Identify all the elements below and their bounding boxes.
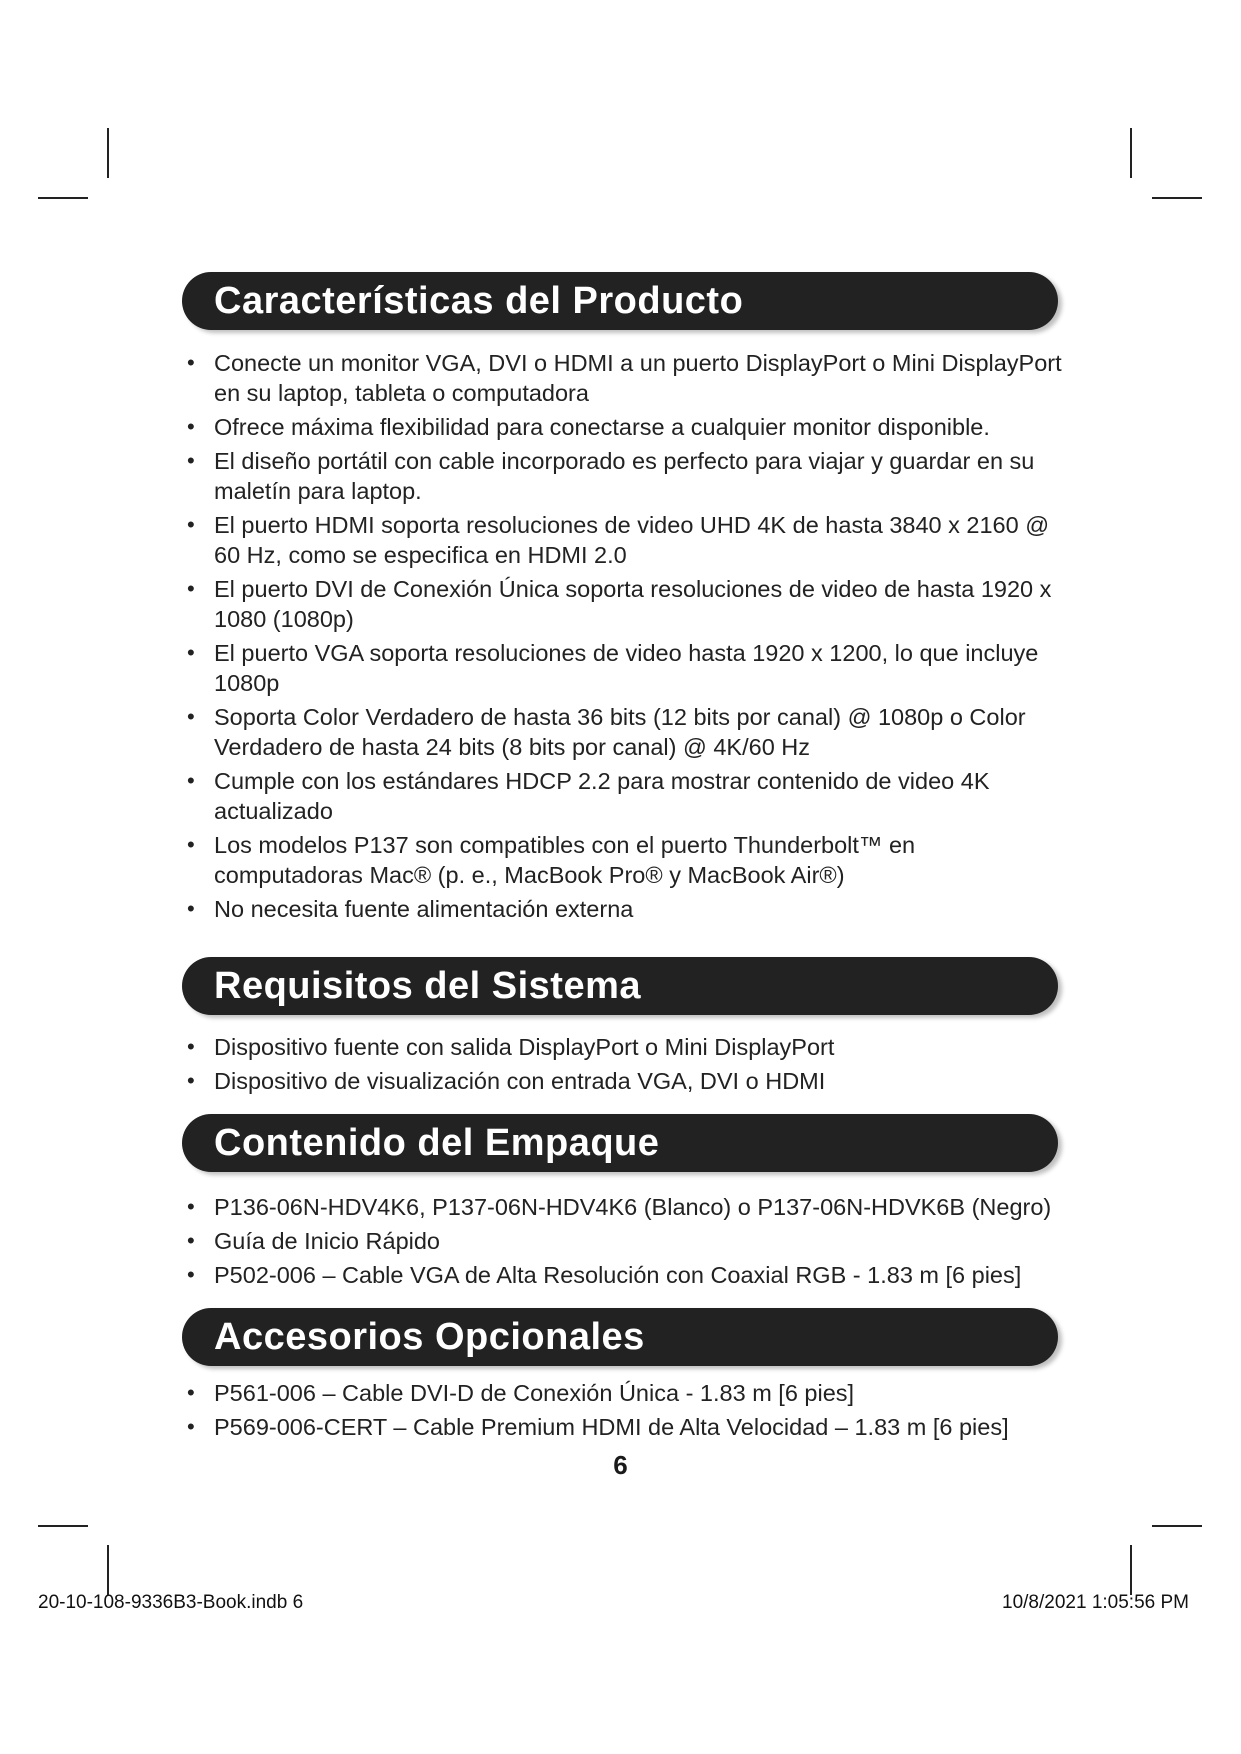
page-number: 6: [613, 1450, 628, 1480]
crop-mark: [38, 197, 88, 199]
section-header-requisitos: Requisitos del Sistema: [182, 957, 1058, 1015]
section-header-accesorios: Accesorios Opcionales: [182, 1308, 1058, 1366]
list-item: • P569-006-CERT – Cable Premium HDMI de Alta Velocidad – 1.83 m [6 pies]: [184, 1412, 1064, 1442]
section-header-caracteristicas: Características del Producto: [182, 272, 1058, 330]
list-item: • P502-006 – Cable VGA de Alta Resolución con Coaxial RGB - 1.83 m [6 pies]: [184, 1260, 1064, 1290]
list-item: • No necesita fuente alimentación externa: [184, 894, 1064, 924]
list-item: • El puerto VGA soporta resoluciones de video hasta 1920 x 1200, lo que incluye 1080p: [184, 638, 1064, 698]
print-slug-file: 20-10-108-9336B3-Book.indb 6: [38, 1592, 304, 1613]
list-item: • Soporta Color Verdadero de hasta 36 bits (12 bits por canal) @ 1080p o Color Verdadero de hasta 24 bits (8 bits por canal) @ 4K/60 Hz: [184, 702, 1064, 762]
features-list: [184, 348, 1064, 928]
list-item: • El diseño portátil con cable incorporado es perfecto para viajar y guardar en su maletín para laptop.: [184, 446, 1064, 506]
list-item: • Los modelos P137 son compatibles con el puerto Thunderbolt™ en computadoras Mac® (p. e., MacBook Pro® y MacBook Air®): [184, 830, 1064, 890]
accessories-list: [184, 1378, 1064, 1446]
list-item: • Dispositivo de visualización con entrada VGA, DVI o HDMI: [184, 1066, 1064, 1096]
list-item: • El puerto DVI de Conexión Única soporta resoluciones de video de hasta 1920 x 1080 (1080p): [184, 574, 1064, 634]
crop-mark: [107, 1545, 109, 1595]
list-item: • El puerto HDMI soporta resoluciones de video UHD 4K de hasta 3840 x 2160 @ 60 Hz, como se especifica en HDMI 2.0: [184, 510, 1064, 570]
section-header-contenido: Contenido del Empaque: [182, 1114, 1058, 1172]
list-item: • Guía de Inicio Rápido: [184, 1226, 1064, 1256]
list-item: • P561-006 – Cable DVI-D de Conexión Única - 1.83 m [6 pies]: [184, 1378, 1064, 1408]
crop-mark: [107, 128, 109, 178]
list-item: • Ofrece máxima flexibilidad para conectarse a cualquier monitor disponible.: [184, 412, 1064, 442]
crop-mark: [1130, 1545, 1132, 1595]
crop-mark: [38, 1525, 88, 1527]
list-item: • Cumple con los estándares HDCP 2.2 para mostrar contenido de video 4K actualizado: [184, 766, 1064, 826]
crop-mark: [1152, 197, 1202, 199]
list-item: • Conecte un monitor VGA, DVI o HDMI a un puerto DisplayPort o Mini DisplayPort en su laptop, tableta o computadora: [184, 348, 1064, 408]
list-item: • Dispositivo fuente con salida DisplayPort o Mini DisplayPort: [184, 1032, 1064, 1062]
requirements-list: [184, 1032, 1064, 1100]
package-contents-list: [184, 1192, 1064, 1294]
crop-mark: [1130, 128, 1132, 178]
list-item: • P136-06N-HDV4K6, P137-06N-HDV4K6 (Blanco) o P137-06N-HDVK6B (Negro): [184, 1192, 1064, 1222]
print-slug-datetime: 10/8/2021 1:05:56 PM: [1002, 1592, 1189, 1613]
crop-mark: [1152, 1525, 1202, 1527]
